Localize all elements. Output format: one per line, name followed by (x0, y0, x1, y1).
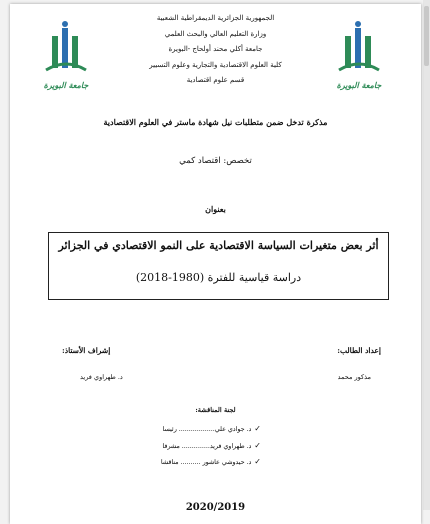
header-line-2: وزارة التعليم العالي والبحث العلمي (164, 30, 267, 38)
logo-caption: جامعة البويرة (43, 80, 89, 90)
title-label: بعنوان (205, 204, 226, 214)
committee-member: ✓د. حيدوشي عاشور .......... مناقشا (160, 457, 261, 466)
header-line-4: كلية العلوم الاقتصادية والتجارية وعلوم التسيير (149, 61, 282, 69)
memo-line: مذكرة تدخل ضمن متطلبات نيل شهادة ماستر في العلوم الاقتصادية (103, 117, 328, 127)
supervisor-label: إشراف الأستاذ: (62, 346, 111, 355)
logo-caption: جامعة البويرة (336, 80, 382, 90)
supervisor-name: د. طهراوي فريد (80, 373, 123, 381)
student-label: إعداد الطالب: (337, 346, 381, 355)
committee-title: لجنة المناقشة: (195, 406, 236, 414)
header-line-3: جامعة أكلي محند أولحاج -البويرة (168, 45, 263, 53)
scrollbar-thumb[interactable] (424, 6, 429, 66)
vertical-scrollbar[interactable] (423, 0, 430, 510)
header-line-5: قسم علوم اقتصادية (186, 76, 245, 84)
checkmark-icon: ✓ (254, 457, 261, 466)
checkmark-icon: ✓ (254, 424, 261, 433)
committee-member: ✓د. جوادي علي.................. رئيسا (162, 424, 261, 433)
committee-member: ✓د. طهراوي فريد.............. مشرفا (162, 441, 261, 450)
student-name: مذكور محمد (337, 373, 371, 381)
thesis-title: أثر بعض متغيرات السياسة الاقتصادية على النمو الاقتصادي في الجزائر (58, 239, 379, 252)
document-page (10, 4, 421, 524)
specialization: تخصص: اقتصاد كمي (179, 156, 252, 166)
checkmark-icon: ✓ (254, 441, 261, 450)
academic-year: 2020/2019 (185, 502, 246, 513)
header-line-1: الجمهورية الجزائرية الديمقراطية الشعبية (156, 14, 275, 22)
title-box (48, 232, 389, 300)
thesis-subtitle: دراسة قياسية للفترة (1980-2018) (135, 271, 302, 284)
